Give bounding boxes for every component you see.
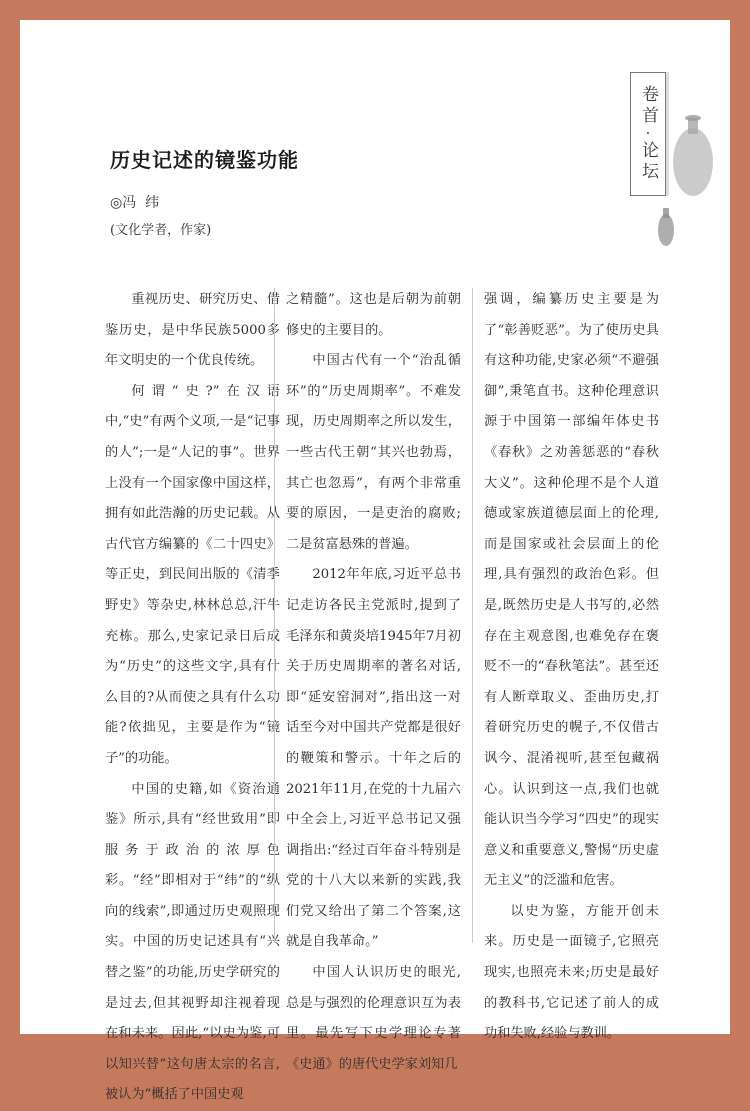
text-column-3 <box>484 285 659 1050</box>
column-divider <box>274 288 275 943</box>
body-paragraph: 中国的史籍,如《资治通鉴》所示,具有“经世致用”即服务于政治的浓厚色彩。“经”即相对于“纬”的“纵向的线索”,即通过历史观照现实。中国的历史记述具有“兴替之鉴”的功能,历史学研究的是过去,但其视野却注视着现在和未来。因此,“以史为鉴,可以知兴替”这句唐太宗的名言,被认为“概括了中国史观 <box>105 775 280 1111</box>
body-paragraph: 中国古代有一个“治乱循环”的“历史周期率”。不难发现，历史周期率之所以发生，一些古代王朝“其兴也勃焉，其亡也忽焉”，有两个非常重要的原因，一是吏治的腐败;二是贫富悬殊的普遍。 <box>286 346 461 560</box>
body-paragraph: 2012年年底,习近平总书记走访各民主党派时,提到了毛泽东和黄炎培1945年7月初关于历史周期率的著名对话,即“延安窑洞对”,指出这一对话至今对中国共产党都是很好的鞭策和警示。十年之后的2021年11月,在党的十九届六中全会上,习近平总书记又强调指出:“经过百年奋斗特别是党的十八大以来新的实践,我们党又给出了第二个答案,这就是自我革命。” <box>286 560 461 958</box>
section-tag-box <box>630 72 666 196</box>
body-paragraph: 何谓“史?”在汉语中,“史”有两个义项,一是“记事的人”;一是“人记的事”。世界上没有一个国家像中国这样，拥有如此浩瀚的历史记载。从古代官方编纂的《二十四史》等正史，到民间出版的《清季野史》等杂史,林林总总,汗牛充栋。那么,史家记录日后成为“历史”的这些文字,具有什么目的?从而使之具有什么功能?依拙见，主要是作为“镜子”的功能。 <box>105 377 280 775</box>
section-tag <box>630 72 666 222</box>
body-paragraph: 重视历史、研究历史、借鉴历史，是中华民族5000多年文明史的一个优良传统。 <box>105 285 280 377</box>
column-divider <box>472 288 473 943</box>
body-paragraph: 中国人认识历史的眼光,总是与强烈的伦理意识互为表里。最先写下史学理论专著《史通》的唐代史学家刘知几 <box>286 958 461 1080</box>
section-tag-part2: 论坛 <box>636 141 660 183</box>
section-tag-part1: 卷首 <box>636 85 660 127</box>
text-column-2 <box>286 285 461 1080</box>
magazine-page <box>20 20 730 1034</box>
text-column-1 <box>105 285 280 1111</box>
body-paragraph: 强调，编纂历史主要是为了“彰善贬恶”。为了使历史具有这种功能,史家必须“不避强御”,秉笔直书。这种伦理意识源于中国第一部编年体史书《春秋》之劝善惩恶的“春秋大义”。这种伦理不是个人道德或家族道德层面上的伦理,而是国家或社会层面上的伦理,具有强烈的政治色彩。但是,既然历史是人书写的,必然存在主观意图,也难免存在褒贬不一的“春秋笔法”。甚至还有人断章取义、歪曲历史,打着研究历史的幌子,不仅借古讽今、混淆视听,甚至包藏祸心。认识到这一点,我们也就能认识当今学习“四史”的现实意义和重要意义,警惕“历史虚无主义”的泛滥和危害。 <box>484 285 659 897</box>
body-paragraph: 之精髓”。这也是后朝为前朝修史的主要目的。 <box>286 285 461 346</box>
author-name: ◎冯 纬 <box>110 192 159 212</box>
article-title: 历史记述的镜鉴功能 <box>110 144 299 173</box>
body-paragraph: 以史为鉴，方能开创未来。历史是一面镜子,它照亮现实,也照亮未来;历史是最好的教科书,它记述了前人的成功和失败,经验与教训。 <box>484 897 659 1050</box>
author-description: (文化学者，作家) <box>110 219 211 238</box>
section-tag-dot: · <box>646 127 650 141</box>
